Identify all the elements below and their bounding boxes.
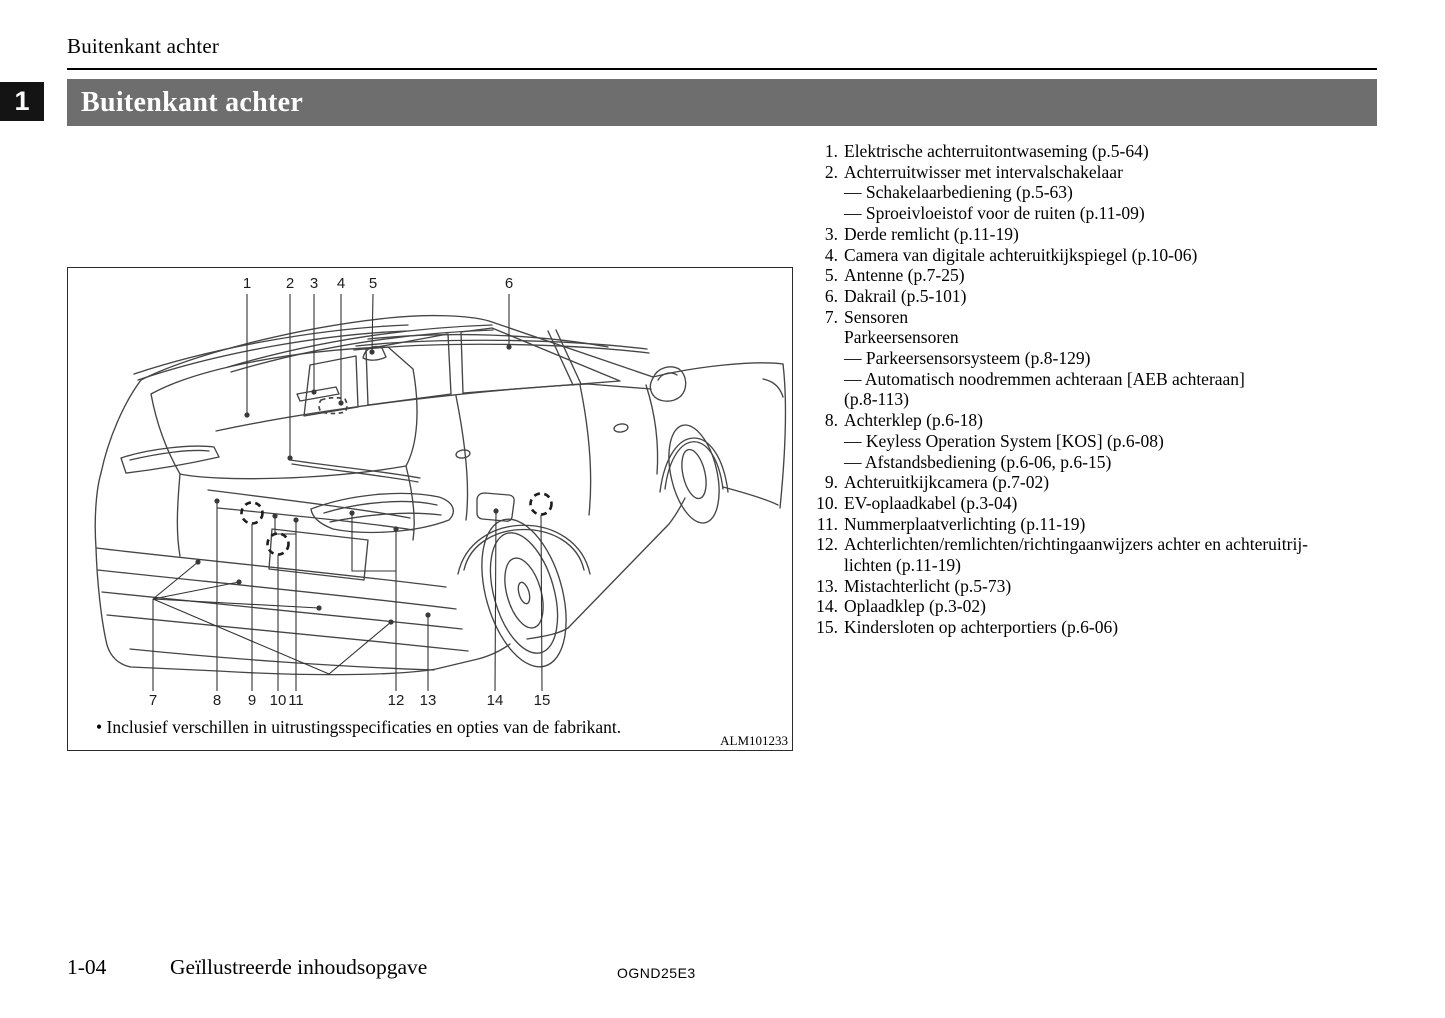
legend-subline xyxy=(810,203,1390,224)
door-handle-rear xyxy=(456,449,471,459)
taillight-right-inner-2 xyxy=(330,513,441,522)
rear-wheel-hub xyxy=(516,581,532,605)
front-arch-flare-1 xyxy=(665,442,723,489)
legend-item-number xyxy=(810,555,838,576)
header-rule xyxy=(67,68,1377,70)
callout-dot xyxy=(293,517,298,522)
leader-12 xyxy=(352,513,396,691)
legend-item-number: 5. xyxy=(824,265,838,286)
callout-number-7: 7 xyxy=(148,692,158,709)
callout-number-15: 15 xyxy=(533,692,551,709)
legend-item-number: 14. xyxy=(816,596,838,617)
callout-number-9: 9 xyxy=(247,692,257,709)
callout-number-8: 8 xyxy=(212,692,222,709)
bumper-valance xyxy=(130,649,434,670)
dashed-marker-child-lock xyxy=(531,494,552,515)
legend-item-number: 12. xyxy=(816,534,838,555)
legend-item-number: 9. xyxy=(824,472,838,493)
legend-item-text: — Afstandsbediening (p.6-06, p.6-15) xyxy=(844,451,1112,472)
legend-item-number xyxy=(810,431,838,452)
legend-subline xyxy=(810,348,1390,369)
legend-subline xyxy=(810,182,1390,203)
section-banner xyxy=(67,79,1377,126)
legend-subline xyxy=(810,431,1390,452)
legend-item-number: 11. xyxy=(816,513,838,534)
callout-dot xyxy=(349,510,354,515)
figure-code: ALM101233 xyxy=(720,733,788,748)
rear-wheel-sidewall xyxy=(478,525,570,661)
leader-14 xyxy=(495,511,496,691)
hood-line xyxy=(653,363,783,377)
callout-dot xyxy=(338,400,343,405)
figure-panel xyxy=(67,267,793,751)
legend-item-text: Achteruitkijkcamera (p.7-02) xyxy=(844,472,1050,493)
chapter-tab: 1 xyxy=(0,82,44,121)
legend-item-text: Achterlichten/remlichten/richtingaanwijzers achter en achteruitrij- xyxy=(844,534,1309,555)
bumper-line-2 xyxy=(98,570,456,609)
body-left-and-bottom xyxy=(95,473,510,675)
legend-item-text: — Schakelaarbediening (p.5-63) xyxy=(844,182,1073,203)
legend-item-line xyxy=(810,245,1390,266)
legend-subline xyxy=(810,369,1390,390)
dashed-marker-rear-camera xyxy=(242,503,263,524)
legend-item-text: Camera van digitale achteruitkijkspiegel (p.10-06) xyxy=(844,244,1198,265)
vehicle-diagram xyxy=(68,268,791,716)
legend-item-text: Kindersloten op achterportiers (p.6-06) xyxy=(844,617,1119,638)
door-handle-front xyxy=(614,423,629,433)
legend-item-number xyxy=(810,182,838,203)
legend-item-text: Parkeersensoren xyxy=(844,327,959,348)
car-line-art xyxy=(95,316,785,677)
legend-item-text: — Automatisch noodremmen achteraan [AEB achteraan] xyxy=(844,368,1245,389)
callout-dot xyxy=(393,526,398,531)
legend-item-number xyxy=(810,348,838,369)
legend-list xyxy=(810,141,1390,638)
callout-dot xyxy=(369,349,374,354)
callout-dot xyxy=(425,612,430,617)
leader-7 xyxy=(153,562,391,691)
section-banner-title: Buitenkant achter xyxy=(81,86,304,118)
legend-item-number: 2. xyxy=(824,161,838,182)
rear-wiper-arm xyxy=(290,460,420,478)
tailgate-crease-left xyxy=(177,474,180,556)
legend-item-text: Sensoren xyxy=(844,306,909,327)
legend-item-text: (p.8-113) xyxy=(844,389,909,410)
callout-number-3: 3 xyxy=(309,275,319,292)
legend-item-number: 8. xyxy=(824,410,838,431)
legend-item-line xyxy=(810,224,1390,245)
legend-item-number: 15. xyxy=(816,617,838,638)
legend-item-line xyxy=(810,410,1390,431)
callout-dot xyxy=(214,498,219,503)
bumper-line-4 xyxy=(107,615,468,651)
callout-number-12: 12 xyxy=(387,692,405,709)
legend-item-text: Antenne (p.7-25) xyxy=(844,265,965,286)
legend-item-number: 4. xyxy=(824,244,838,265)
running-title: Buitenkant achter xyxy=(67,34,220,58)
legend-item-number xyxy=(810,203,838,224)
legend-item-number: 10. xyxy=(816,492,838,513)
beltline xyxy=(216,384,651,431)
callout-number-10: 10 xyxy=(269,692,287,709)
legend-item-text: Derde remlicht (p.11-19) xyxy=(844,223,1019,244)
legend-item-line xyxy=(810,307,1390,328)
callout-dot xyxy=(244,412,249,417)
callout-number-5: 5 xyxy=(368,275,378,292)
headlight-line xyxy=(763,379,783,397)
legend-item-number: 3. xyxy=(824,223,838,244)
legend-item-number: 1. xyxy=(824,141,838,161)
legend-item-line xyxy=(810,534,1390,555)
legend-subline xyxy=(810,452,1390,473)
legend-item-line xyxy=(810,596,1390,617)
legend-item-text: Mistachterlicht (p.5-73) xyxy=(844,575,1012,596)
figure-caption: • Inclusief verschillen in uitrustingsspecificaties en opties van de fabrikant. xyxy=(96,717,622,737)
legend-item-text: lichten (p.11-19) xyxy=(844,555,961,576)
parking-sensor-dot xyxy=(388,619,393,624)
door-seam-front xyxy=(580,385,591,515)
bumper-line-3 xyxy=(102,592,462,629)
callout-number-2: 2 xyxy=(285,275,295,292)
legend-item-line xyxy=(810,493,1390,514)
legend-subline xyxy=(810,327,1390,348)
legend-item-text: — Parkeersensorsysteem (p.8-129) xyxy=(844,348,1091,369)
callout-dot xyxy=(506,344,511,349)
legend-item-number xyxy=(810,452,838,473)
legend-item-text: Oplaadklep (p.3-02) xyxy=(844,596,986,617)
parking-sensor-dot xyxy=(316,605,321,610)
legend-item-text: Nummerplaatverlichting (p.11-19) xyxy=(844,513,1086,534)
rocker-line xyxy=(527,498,685,639)
legend-item-number xyxy=(810,389,838,410)
front-wheel-rim xyxy=(678,447,711,501)
legend-item-line xyxy=(810,141,1390,162)
rear-wheel-rim xyxy=(498,554,551,633)
legend-item-line xyxy=(810,286,1390,307)
legend-item-line xyxy=(810,514,1390,535)
roof-rail-far-1 xyxy=(354,344,649,353)
leader-5 xyxy=(372,294,373,352)
callout-number-1: 1 xyxy=(242,275,252,292)
legend-item-text: EV-oplaadkabel (p.3-04) xyxy=(844,492,1018,513)
parking-sensor-dot xyxy=(236,579,241,584)
legend-item-line xyxy=(810,576,1390,597)
legend-item-number: 7. xyxy=(824,306,838,327)
legend-item-number xyxy=(810,369,838,390)
callout-dot xyxy=(287,455,292,460)
callout-number-13: 13 xyxy=(419,692,437,709)
legend-item-text: Achterruitwisser met intervalschakelaar xyxy=(844,161,1123,182)
legend-item-number: 6. xyxy=(824,285,838,306)
legend-item-line xyxy=(810,265,1390,286)
footer-section-title: Geïllustreerde inhoudsopgave xyxy=(170,955,428,979)
legend-item-line xyxy=(810,162,1390,183)
front-bumper-line xyxy=(723,487,778,505)
callout-dot xyxy=(493,508,498,513)
bumper-line-1 xyxy=(96,548,446,587)
callout-dot xyxy=(311,389,316,394)
legend-item-text: — Keyless Operation System [KOS] (p.6-08) xyxy=(844,430,1164,451)
legend-item-number: 13. xyxy=(816,575,838,596)
callout-number-14: 14 xyxy=(486,692,504,709)
legend-item-text: Achterklep (p.6-18) xyxy=(844,410,983,431)
legend-subline xyxy=(810,555,1390,576)
footer-page-number: 1-04 xyxy=(67,955,107,979)
callout-dot xyxy=(272,513,277,518)
front-wheel-tire xyxy=(660,420,727,528)
callout-number-6: 6 xyxy=(504,275,514,292)
roofline-and-a-pillar xyxy=(101,316,653,473)
legend-item-line xyxy=(810,472,1390,493)
rear-window xyxy=(151,347,417,479)
legend-subline xyxy=(810,389,1390,410)
legend-item-text: Dakrail (p.5-101) xyxy=(844,285,967,306)
rear-wheel-tire xyxy=(467,509,582,676)
legend-item-text: — Sproeivloeistof voor de ruiten (p.11-09) xyxy=(844,203,1145,224)
parking-sensor-dot xyxy=(195,559,200,564)
callout-number-4: 4 xyxy=(336,275,346,292)
side-mirror xyxy=(650,367,685,401)
glass-pane-quarter xyxy=(304,356,358,416)
legend-item-number xyxy=(810,327,838,348)
legend-item-line xyxy=(810,617,1390,638)
front-edge xyxy=(780,364,785,508)
roof-rail-near-2 xyxy=(231,330,493,372)
legend-item-text: Elektrische achterruitontwaseming (p.5-64) xyxy=(844,141,1149,161)
callout-markers xyxy=(195,344,551,624)
footer-doc-code: OGND25E3 xyxy=(617,965,696,981)
third-brake-light xyxy=(297,387,339,401)
callout-number-11: 11 xyxy=(288,692,304,709)
rear-arch-flare-2 xyxy=(458,525,590,574)
